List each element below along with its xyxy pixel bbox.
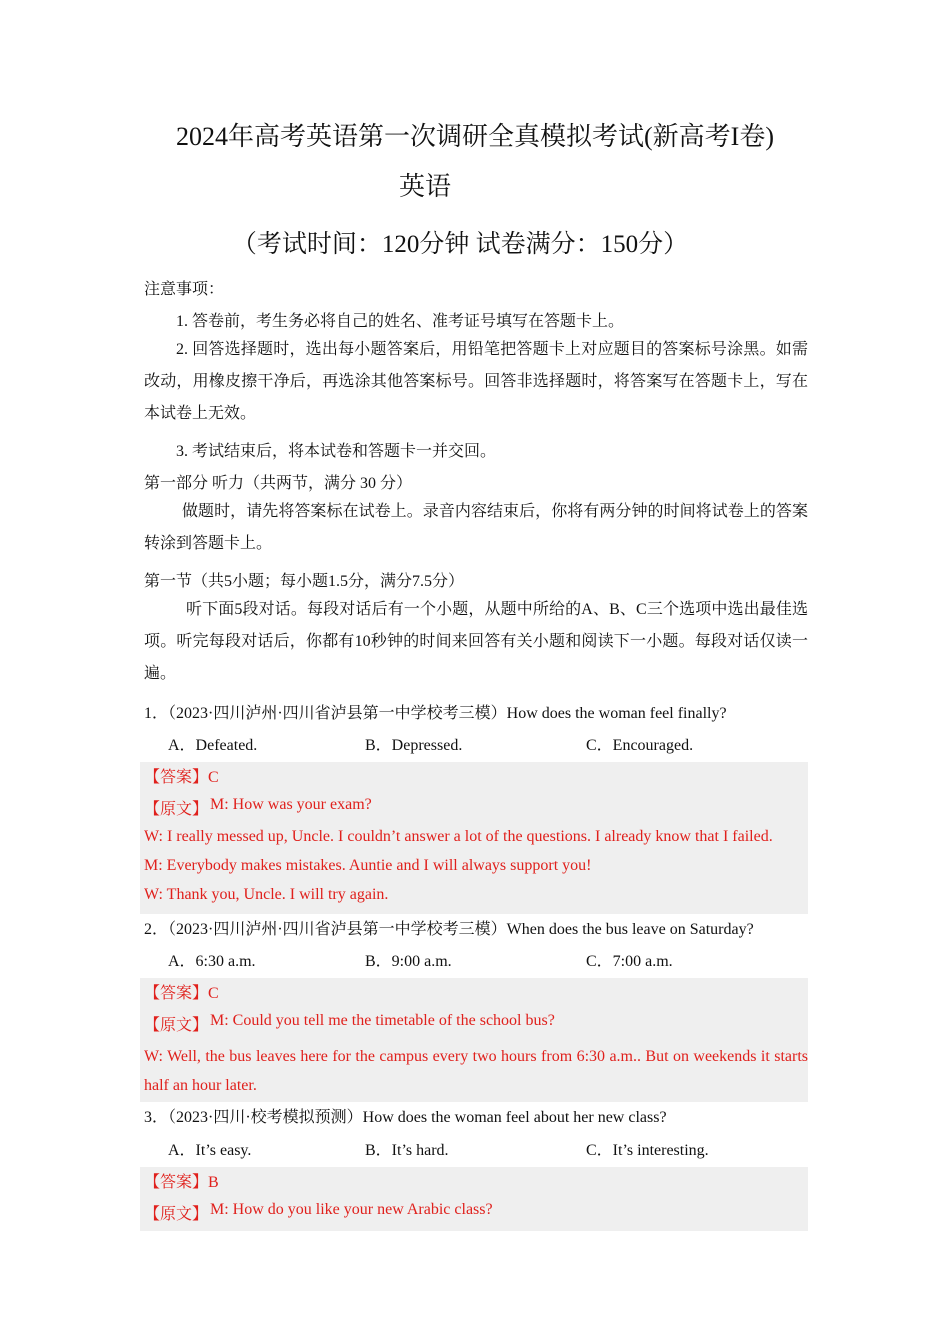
question-3-answer-box	[140, 1167, 808, 1231]
section1-heading: 第一节（共5小题；每小题1.5分，满分7.5分）	[144, 573, 465, 590]
question-1-transcript-line: W: I really messed up, Uncle. I couldn’t answer a lot of the questions. I already know that I failed.	[144, 828, 773, 845]
notice-item-1: 1. 答卷前，考生务必将自己的姓名、准考证号填写在答题卡上。	[176, 313, 625, 330]
question-3-option-a: A．It’s easy.	[168, 1142, 252, 1159]
question-1-transcript-label: 【原文】	[144, 801, 209, 818]
notice-item-2: 2. 回答选择题时，选出每小题答案后，用铅笔把答题卡上对应题目的答案标号涂黑。如需改动，用橡皮擦干净后，再选涂其他答案标号。回答非选择题时，将答案写在答题卡上，写在本试卷上无效。	[144, 341, 808, 422]
question-2-transcript-label: 【原文】	[144, 1017, 209, 1034]
question-1-stem: 1．（2023·四川泸州·四川省泸县第一中学校考三模）How does the woman feel finally?	[144, 705, 727, 722]
part1-intro: 做题时，请先将答案标在试卷上。录音内容结束后，你将有两分钟的时间将试卷上的答案转涂到答题卡上。	[144, 503, 808, 552]
question-1-transcript-line: W: Thank you, Uncle. I will try again.	[144, 886, 389, 903]
question-2-transcript-line: W: Well, the bus leaves here for the campus every two hours from 6:30 a.m.. But on weekends it starts half an hour later.	[144, 1048, 808, 1094]
section1-intro: 听下面5段对话。每段对话后有一个小题，从题中所给的A、B、C三个选项中选出最佳选项。听完每段对话后，你都有10秒钟的时间来回答有关小题和阅读下一小题。每段对话仅读一遍。	[144, 601, 808, 682]
question-1-answer: 【答案】C	[144, 769, 219, 786]
question-1-option-a: A．Defeated.	[168, 737, 258, 754]
question-1-answer-box	[140, 762, 808, 914]
question-1-option-b: B．Depressed.	[365, 737, 463, 754]
question-3-transcript-line: M: How do you like your new Arabic class?	[210, 1201, 493, 1218]
question-2-stem: 2．（2023·四川泸州·四川省泸县第一中学校考三模）When does the bus leave on Saturday?	[144, 921, 754, 938]
question-2-answer: 【答案】C	[144, 985, 219, 1002]
question-3-option-c: C．It’s interesting.	[586, 1142, 709, 1159]
question-2-option-a: A．6:30 a.m.	[168, 953, 256, 970]
question-1-transcript-line: M: Everybody makes mistakes. Auntie and I will always support you!	[144, 857, 592, 874]
notice-heading: 注意事项：	[144, 281, 225, 298]
question-3-option-b: B．It’s hard.	[365, 1142, 449, 1159]
question-2-transcript-line: M: Could you tell me the timetable of the school bus?	[210, 1012, 555, 1029]
question-2-option-c: C．7:00 a.m.	[586, 953, 673, 970]
exam-title: 2024年高考英语第一次调研全真模拟考试(新高考I卷)	[176, 122, 774, 151]
exam-info: （考试时间：120分钟 试卷满分：150分）	[231, 231, 689, 258]
notice-item-3: 3. 考试结束后，将本试卷和答题卡一并交回。	[176, 443, 497, 460]
question-3-answer: 【答案】B	[144, 1174, 219, 1191]
question-2-answer-box	[140, 978, 808, 1102]
question-1-transcript-line: M: How was your exam?	[210, 796, 372, 813]
question-2-option-b: B．9:00 a.m.	[365, 953, 452, 970]
question-1-option-c: C．Encouraged.	[586, 737, 694, 754]
part1-heading: 第一部分 听力（共两节，满分 30 分）	[144, 475, 413, 492]
question-3-stem: 3．（2023·四川·校考模拟预测）How does the woman feel about her new class?	[144, 1109, 667, 1126]
subject-title: 英语	[398, 172, 451, 201]
question-3-transcript-label: 【原文】	[144, 1206, 209, 1223]
